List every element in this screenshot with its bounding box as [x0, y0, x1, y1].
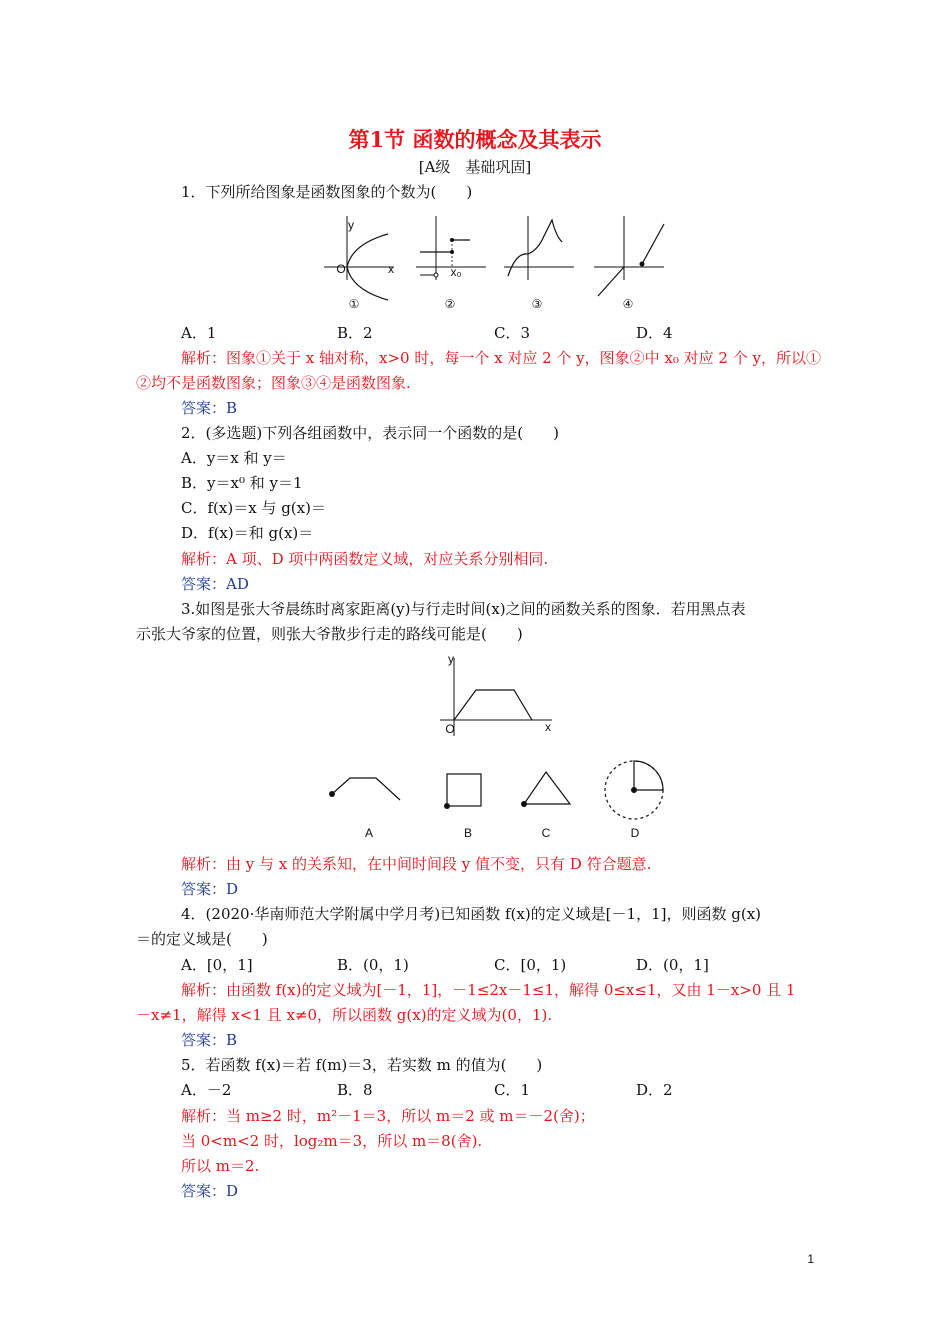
q4-analysis-cont: －x≠1，解得 x<1 且 x≠0，所以函数 g(x)的定义域为(0，1). — [136, 1006, 553, 1024]
q3-analysis: 解析：由 y 与 x 的关系知，在中间时间段 y 值不变，只有 D 符合题意. — [181, 855, 652, 873]
q3-axis-y-label: y — [448, 652, 454, 666]
q4-option-d: D．(0，1] — [636, 956, 709, 974]
q5-answer: 答案：D — [181, 1182, 239, 1200]
q5-stem: 5．若函数 f(x)＝若 f(m)＝3，若实数 m 的值为( ) — [181, 1056, 543, 1074]
q3-caption-d: D — [630, 826, 640, 840]
q5-option-c: C．1 — [494, 1081, 531, 1099]
q2-option-a: A．y＝x 和 y＝ — [181, 449, 287, 467]
section-level: [A级 基础巩固] — [418, 158, 532, 176]
q1-option-b: B．2 — [337, 324, 373, 342]
q1-analysis: 解析：图象①关于 x 轴对称，x>0 时，每一个 x 对应 2 个 y，图象②中 x₀ 对应 2 个 y，所以① — [181, 349, 821, 367]
q3-origin-label: O — [445, 722, 455, 736]
q2-answer: 答案：AD — [181, 575, 249, 593]
q5-option-a: A．－2 — [181, 1081, 232, 1099]
q3-stem: 3.如图是张大爷晨练时离家距离(y)与行走时间(x)之间的函数关系的图象．若用黑点表 — [181, 600, 746, 618]
q2-stem: 2．(多选题)下列各组函数中，表示同一个函数的是( ) — [181, 424, 559, 442]
q1-answer: 答案：B — [181, 399, 238, 417]
axis-origin-label: O — [336, 262, 346, 276]
q3-axis-x-label: x — [545, 720, 551, 734]
q1-caption-1: ① — [348, 297, 360, 311]
q3-caption-b: B — [463, 826, 472, 840]
q4-option-a: A．[0，1] — [181, 956, 253, 974]
q5-analysis: 解析：当 m≥2 时，m²－1＝3，所以 m＝2 或 m＝－2(舍)； — [181, 1107, 595, 1125]
q4-answer: 答案：B — [181, 1031, 238, 1049]
q5-option-b: B．8 — [337, 1081, 373, 1099]
q4-analysis: 解析：由函数 f(x)的定义域为[－1，1]，－1≤2x－1≤1，解得 0≤x≤1，又由 1－x>0 且 1 — [181, 981, 796, 999]
q4-stem-cont: ＝的定义域是( ) — [136, 930, 268, 948]
x0-label: x₀ — [450, 265, 462, 279]
q1-caption-3: ③ — [531, 297, 543, 311]
q5-option-d: D．2 — [636, 1081, 673, 1099]
q1-caption-2: ② — [444, 297, 456, 311]
q1-stem: 1．下列所给图象是函数图象的个数为( ) — [181, 183, 473, 201]
page-number: 1 — [807, 1252, 814, 1266]
q3-route-a — [326, 768, 406, 808]
q2-analysis: 解析：A 项、D 项中两函数定义域，对应关系分别相同. — [181, 550, 549, 568]
q3-route-b — [443, 770, 488, 810]
q3-caption-a: A — [364, 826, 373, 840]
page-title: 第1节 函数的概念及其表示 — [348, 127, 602, 152]
q4-option-c: C．[0，1) — [494, 956, 567, 974]
q1-option-c: C．3 — [494, 324, 531, 342]
q2-option-d: D．f(x)＝和 g(x)＝ — [181, 524, 314, 542]
q3-answer: 答案：D — [181, 880, 239, 898]
q4-stem: 4．(2020·华南师范大学附属中学月考)已知函数 f(x)的定义域是[－1，1]，则函数 g(x) — [181, 905, 762, 923]
q3-caption-c: C — [541, 826, 551, 840]
q3-route-c — [520, 768, 575, 810]
q4-option-b: B．(0，1) — [337, 956, 409, 974]
axis-x-label: x — [388, 262, 394, 276]
q1-option-a: A．1 — [181, 324, 217, 342]
q2-option-c: C．f(x)＝x 与 g(x)＝ — [181, 499, 326, 517]
q3-stem-cont: 示张大爷家的位置，则张大爷散步行走的路线可能是( ) — [136, 625, 523, 643]
q5-analysis-cont: 当 0<m<2 时，log₂m＝3，所以 m＝8(舍). — [181, 1132, 483, 1150]
q5-conclusion: 所以 m＝2. — [181, 1157, 260, 1175]
q1-option-d: D．4 — [636, 324, 673, 342]
q1-graph-3 — [502, 212, 577, 282]
q1-analysis-cont: ②均不是函数图象；图象③④是函数图象. — [136, 374, 411, 392]
q1-caption-4: ④ — [622, 297, 634, 311]
axis-y-label: y — [348, 218, 354, 232]
q1-graph-4 — [592, 212, 667, 282]
q3-route-d — [602, 760, 672, 822]
q2-option-b: B．y＝x⁰ 和 y＝1 — [181, 474, 303, 492]
